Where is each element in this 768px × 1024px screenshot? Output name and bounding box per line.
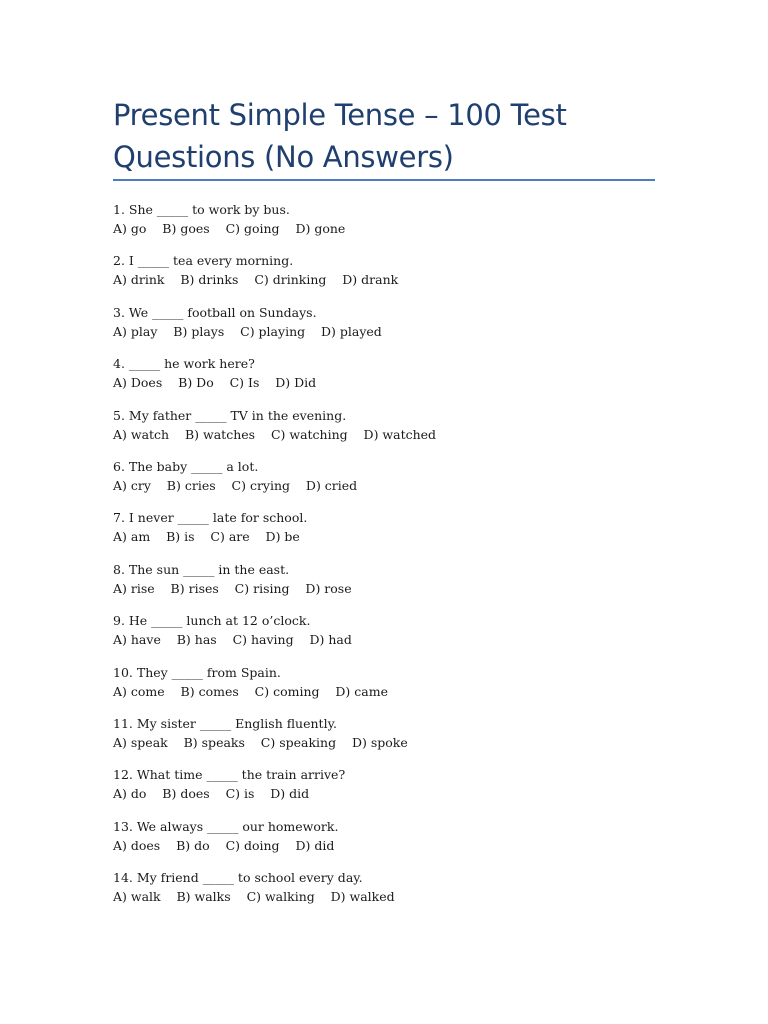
answer-options: A) have B) has C) having D) had <box>113 632 352 648</box>
question-item <box>113 868 658 919</box>
answer-options: A) go B) goes C) going D) gone <box>113 221 346 236</box>
question-item <box>113 303 658 354</box>
answer-options: A) walk B) walks C) walking D) walked <box>113 889 395 905</box>
question-item <box>113 663 658 714</box>
answer-options: A) am B) is C) are D) be <box>113 529 300 545</box>
question-item <box>113 560 658 611</box>
question-text: 9. He _____ lunch at 12 o’clock. <box>113 613 311 629</box>
answer-options: A) play B) plays C) playing D) played <box>113 323 382 339</box>
question-text: 8. The sun _____ in the east. <box>113 561 290 577</box>
title-divider <box>113 179 655 181</box>
question-item <box>113 200 658 251</box>
question-text: 12. What time _____ the train arrive? <box>113 767 346 783</box>
answer-options: A) watch B) watches C) watching D) watched <box>113 426 437 442</box>
question-item <box>113 508 658 559</box>
question-text: 3. We _____ football on Sundays. <box>113 304 317 320</box>
answer-options: A) does B) do C) doing D) did <box>113 837 335 853</box>
question-text: 2. I _____ tea every morning. <box>113 253 294 269</box>
document-title: Present Simple Tense – 100 Test Questions (No Answers) <box>113 98 567 174</box>
question-text: 10. They _____ from Spain. <box>113 664 281 680</box>
question-text: 7. I never _____ late for school. <box>113 510 308 526</box>
answer-options: A) speak B) speaks C) speaking D) spoke <box>113 734 408 750</box>
question-text: 14. My friend _____ to school every day. <box>113 870 363 886</box>
answer-options: A) do B) does C) is D) did <box>113 786 310 802</box>
answer-options: A) rise B) rises C) rising D) rose <box>113 580 352 596</box>
answer-options: A) Does B) Do C) Is D) Did <box>113 375 317 391</box>
answer-options: A) cry B) cries C) crying D) cried <box>113 477 358 493</box>
question-item <box>113 406 658 457</box>
question-item <box>113 457 658 508</box>
answer-options: A) come B) comes C) coming D) came <box>113 683 388 699</box>
question-item <box>113 714 658 765</box>
question-list <box>113 200 658 919</box>
question-item <box>113 765 658 816</box>
question-text: 5. My father _____ TV in the evening. <box>113 407 347 423</box>
question-item <box>113 354 658 405</box>
question-text: 1. She _____ to work by bus. <box>113 202 290 217</box>
question-text: 11. My sister _____ English fluently. <box>113 715 337 731</box>
question-item <box>113 817 658 868</box>
question-text: 4. _____ he work here? <box>113 356 255 372</box>
question-item <box>113 251 658 302</box>
answer-options: A) drink B) drinks C) drinking D) drank <box>113 272 399 288</box>
question-text: 6. The baby _____ a lot. <box>113 458 259 474</box>
question-text: 13. We always _____ our homework. <box>113 818 339 834</box>
question-item <box>113 611 658 662</box>
